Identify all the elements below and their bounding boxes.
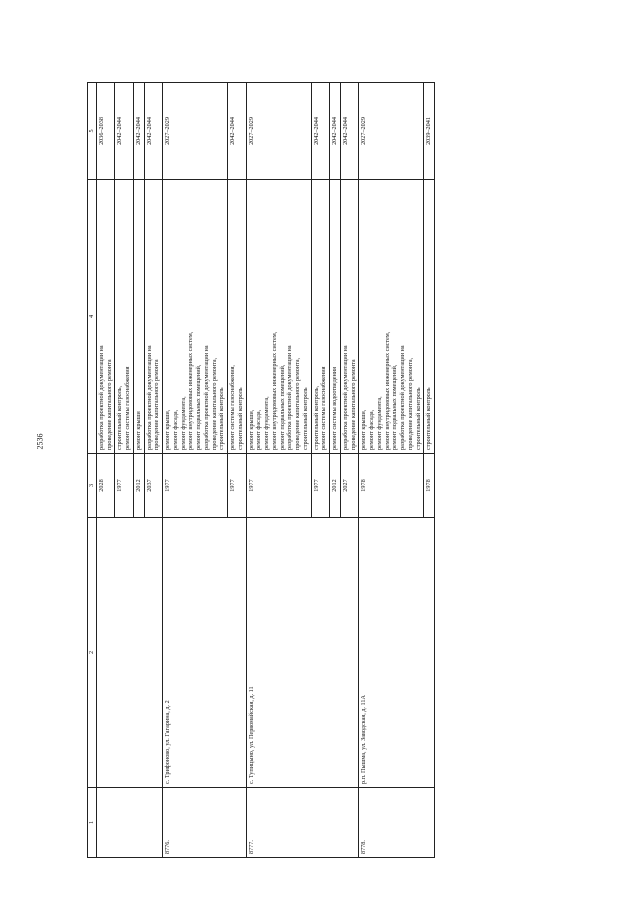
work-item: строительный контроль xyxy=(414,387,422,450)
house-number-cell xyxy=(96,788,162,858)
column-header: 1 xyxy=(88,788,97,858)
work-item: проведение капитального ремонта xyxy=(153,359,161,450)
table-row xyxy=(96,83,115,858)
work-item: проведение капитального ремонта xyxy=(105,359,113,450)
works-cell xyxy=(96,180,115,454)
period-cell: 2042–2044 xyxy=(311,83,330,180)
work-item: ремонт системы газоснабжения, xyxy=(229,365,236,450)
page-number: 2536 xyxy=(35,433,45,450)
works-cell xyxy=(424,180,435,454)
work-item: проведение капитального ремонта, xyxy=(294,357,301,450)
work-item: строительный контроль xyxy=(425,387,433,450)
work-item: ремонт крыши xyxy=(134,411,142,450)
period-cell: 2036–2038 xyxy=(96,83,115,180)
period-cell: 2027–2029 xyxy=(246,83,311,180)
work-item: разработка проектной документации на xyxy=(145,345,153,450)
period-cell: 2042–2044 xyxy=(144,83,163,180)
period-cell: 2027–2029 xyxy=(163,83,228,180)
works-cell xyxy=(330,180,341,454)
year-cell: 2027 xyxy=(340,454,359,518)
table-row xyxy=(163,83,228,858)
work-item: ремонт фасада, xyxy=(171,409,179,450)
work-item: разработка проектной документации на xyxy=(286,345,294,450)
year-cell: 1978 xyxy=(359,454,424,518)
work-item: проведение капитального ремонта xyxy=(349,359,357,450)
year-cell: 1977 xyxy=(115,454,134,518)
column-header: 3 xyxy=(88,454,97,518)
works-cell xyxy=(340,180,359,454)
work-item: ремонт внутридомовых инженерных систем, xyxy=(187,331,195,450)
work-item: строительный контроль, xyxy=(116,385,124,450)
period-cell: 2042–2044 xyxy=(228,83,247,180)
period-cell: 2042–2044 xyxy=(330,83,341,180)
table-row xyxy=(359,83,424,858)
work-item: разработка проектной документации на xyxy=(399,345,406,450)
work-item: строительный контроль xyxy=(236,387,244,450)
work-item: проведение капитального ремонта, xyxy=(406,357,414,450)
year-cell: 2012 xyxy=(133,454,144,518)
rotated-table-container xyxy=(87,83,576,858)
work-item: ремонт внутридомовых инженерных систем, xyxy=(270,331,278,450)
work-item: ремонт фундамента, xyxy=(179,396,187,450)
works-cell xyxy=(144,180,163,454)
period-cell: 2039–2041 xyxy=(424,83,435,180)
column-header: 5 xyxy=(88,83,97,180)
works-cell xyxy=(133,180,144,454)
work-item: проведение капитального ремонта, xyxy=(210,357,218,450)
house-number-cell: 8777. xyxy=(246,788,359,858)
works-cell xyxy=(115,180,134,454)
address-cell: с. Трифоново, ул. Гагарина, д. 2 xyxy=(163,518,247,788)
work-item: ремонт крыши, xyxy=(360,409,368,450)
year-cell: 1978 xyxy=(424,454,435,518)
work-item: ремонт подвальных помещений, xyxy=(278,364,286,450)
works-cell xyxy=(163,180,228,454)
year-cell: 2037 xyxy=(144,454,163,518)
capital-repair-table xyxy=(87,82,435,858)
house-number-cell: 8776. xyxy=(163,788,247,858)
work-item: ремонт фасада, xyxy=(255,409,263,450)
work-item: строительный контроль xyxy=(301,387,309,450)
work-item: ремонт подвальных помещений, xyxy=(391,364,399,450)
period-cell: 2042–2044 xyxy=(340,83,359,180)
work-item: ремонт фундамента, xyxy=(263,396,270,450)
works-cell xyxy=(359,180,424,454)
work-item: ремонт внутридомовых инженерных систем, xyxy=(383,331,391,450)
work-item: разработка проектной документации на xyxy=(341,345,349,450)
work-item: строительный контроль, xyxy=(312,385,320,450)
year-cell: 1977 xyxy=(163,454,228,518)
work-item: ремонт фундамента, xyxy=(375,396,383,450)
address-cell: р.п. Пышма, ул. Заводская, д. 11А xyxy=(359,518,435,788)
year-cell: 2028 xyxy=(96,454,115,518)
work-item: строительный контроль xyxy=(218,387,226,450)
column-header: 2 xyxy=(88,518,97,788)
work-item: ремонт системы газоснабжения xyxy=(320,366,328,450)
address-cell xyxy=(96,518,162,788)
table-row xyxy=(246,83,311,858)
year-cell: 1977 xyxy=(228,454,247,518)
year-cell: 2012 xyxy=(330,454,341,518)
house-number-cell: 8778. xyxy=(359,788,435,858)
period-cell: 2042–2044 xyxy=(133,83,144,180)
year-cell: 1977 xyxy=(311,454,330,518)
work-item: ремонт крыши, xyxy=(247,409,255,450)
period-cell: 2027–2029 xyxy=(359,83,424,180)
works-cell xyxy=(246,180,311,454)
works-cell xyxy=(228,180,247,454)
works-cell xyxy=(311,180,330,454)
work-item: разработка проектной документации на xyxy=(202,345,210,450)
year-cell: 1977 xyxy=(246,454,311,518)
work-item: ремонт системы водоотведения xyxy=(331,367,338,450)
work-item: ремонт фасада, xyxy=(368,409,375,450)
work-item: ремонт крыши, xyxy=(164,409,171,450)
address-cell: с. Тупицыно, ул. Первомайская, д. 11 xyxy=(246,518,359,788)
period-cell: 2042–2044 xyxy=(115,83,134,180)
work-item: ремонт подвальных помещений, xyxy=(195,364,202,450)
work-item: разработка проектной документации на xyxy=(97,345,105,450)
column-header: 4 xyxy=(88,180,97,454)
work-item: ремонт системы газоснабжения xyxy=(124,366,131,450)
header-row xyxy=(88,83,97,858)
